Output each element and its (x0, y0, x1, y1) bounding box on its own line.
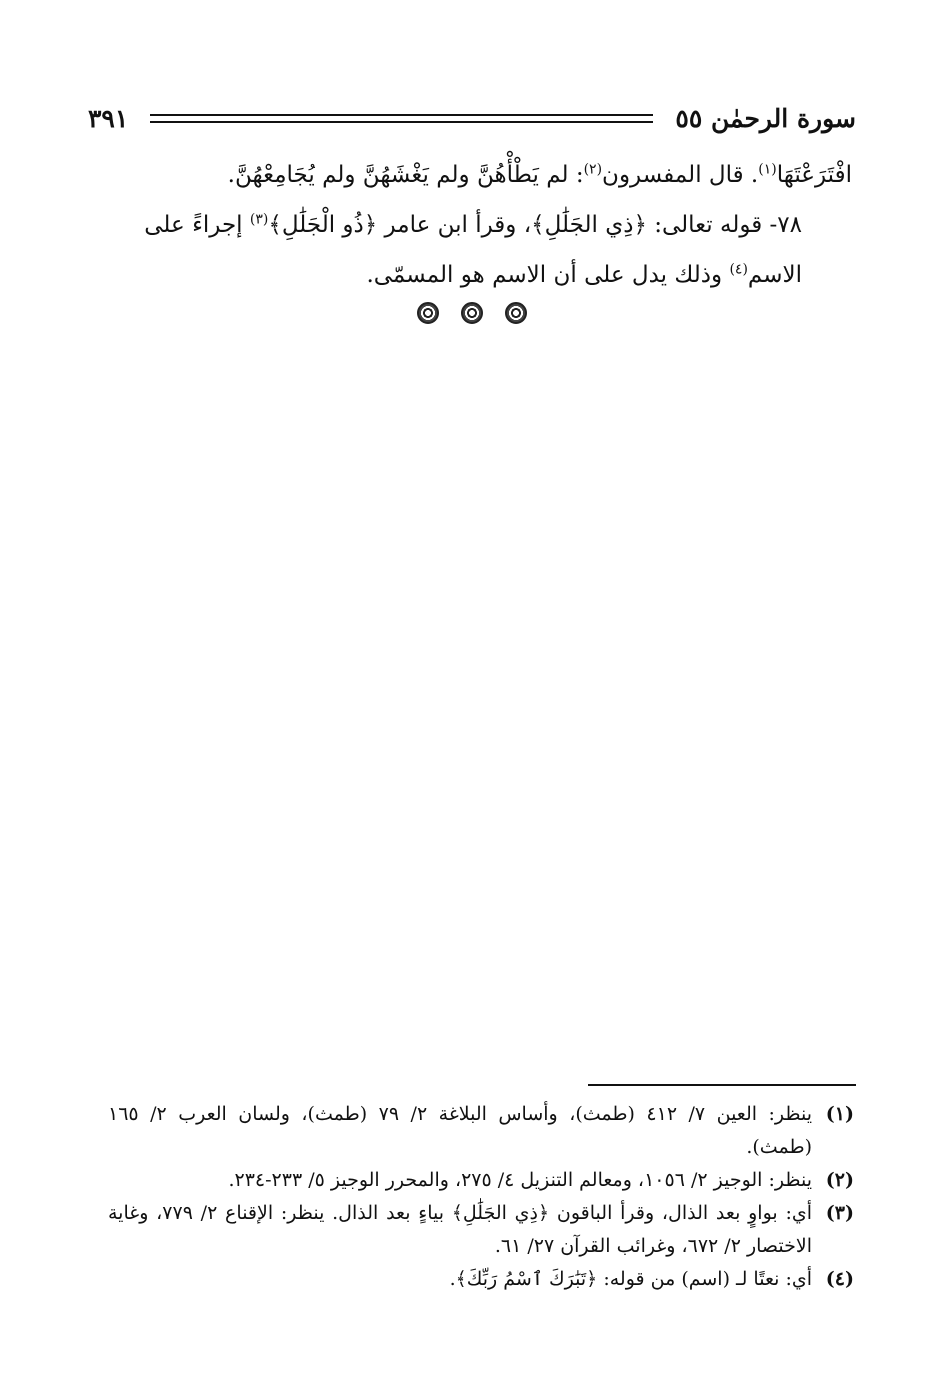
footnote-number: (٢) (825, 1169, 854, 1191)
ornament-icon (417, 302, 439, 324)
footnote-ref-3: (٣) (249, 211, 269, 228)
footnote-2 (108, 1164, 854, 1197)
paragraph-1 (88, 150, 852, 200)
footnote-ref-4: (٤) (729, 261, 748, 278)
page-number: ٣٩١ (88, 103, 129, 133)
running-header (88, 98, 856, 138)
footnote-4 (108, 1263, 854, 1296)
ornament-icon (461, 302, 483, 324)
text-segment: افْتَرَعْتَهَا (776, 162, 852, 188)
footnote-separator (588, 1084, 856, 1086)
footnote-text: أي: نعتًا لـ (اسم) من قوله: ﴿تَبَٰرَكَ ٱسْمُ رَبِّكَ﴾. (449, 1268, 812, 1290)
text-segment: . قال المفسرون (602, 162, 759, 188)
footnote-1 (108, 1098, 854, 1164)
footnote-ref-2: (٢) (583, 161, 603, 178)
main-text (88, 150, 852, 300)
header-double-rule (150, 114, 653, 123)
footnote-number: (١) (825, 1103, 854, 1125)
ornament-icon (505, 302, 527, 324)
paragraph-78 (88, 200, 852, 300)
footnote-text: ينظر: الوجيز ٢/ ١٠٥٦، ومعالم التنزيل ٤/ ٢٧٥، والمحرر الوجيز ٥/ ٢٣٣-٢٣٤. (228, 1169, 812, 1191)
footnote-text: ينظر: العين ٧/ ٤١٢ (طمث)، وأساس البلاغة ٢/ ٧٩ (طمث)، ولسان العرب ٢/ ١٦٥ (طمث). (108, 1103, 813, 1158)
footnote-3 (108, 1197, 854, 1263)
footnote-number: (٣) (825, 1202, 854, 1224)
text-segment: ٧٨- قوله تعالى: ﴿ذِي الجَلَٰلِ﴾، وقرأ ابن عامر ﴿ذُو الْجَلَٰلِ﴾ (268, 212, 802, 238)
footnote-ref-1: (١) (758, 161, 777, 178)
text-segment: : لم يَطْأْهُنَّ ولم يَغْشَهُنَّ ولم يُجَامِعْهُنَّ. (227, 162, 584, 188)
text-segment: وذلك يدل على أن الاسم هو المسمّى. (366, 262, 730, 288)
section-divider-ornaments (0, 302, 944, 324)
footnote-text: أي: بواوٍ بعد الذال، وقرأ الباقون ﴿ذِي الجَلَٰلِ﴾ بياءٍ بعد الذال. ينظر: الإقناع ٢/ ٧٧٩، وغاية الاختصار ٢/ ٦٧٢، وغرائب القرآن ٢٧/ ٦١. (108, 1202, 812, 1257)
footnotes (108, 1098, 854, 1296)
footnote-number: (٤) (825, 1268, 854, 1290)
surah-title: سورة الرحمٰن ٥٥ (675, 103, 856, 133)
text-segment: إجراءً على الاسم (144, 212, 802, 288)
